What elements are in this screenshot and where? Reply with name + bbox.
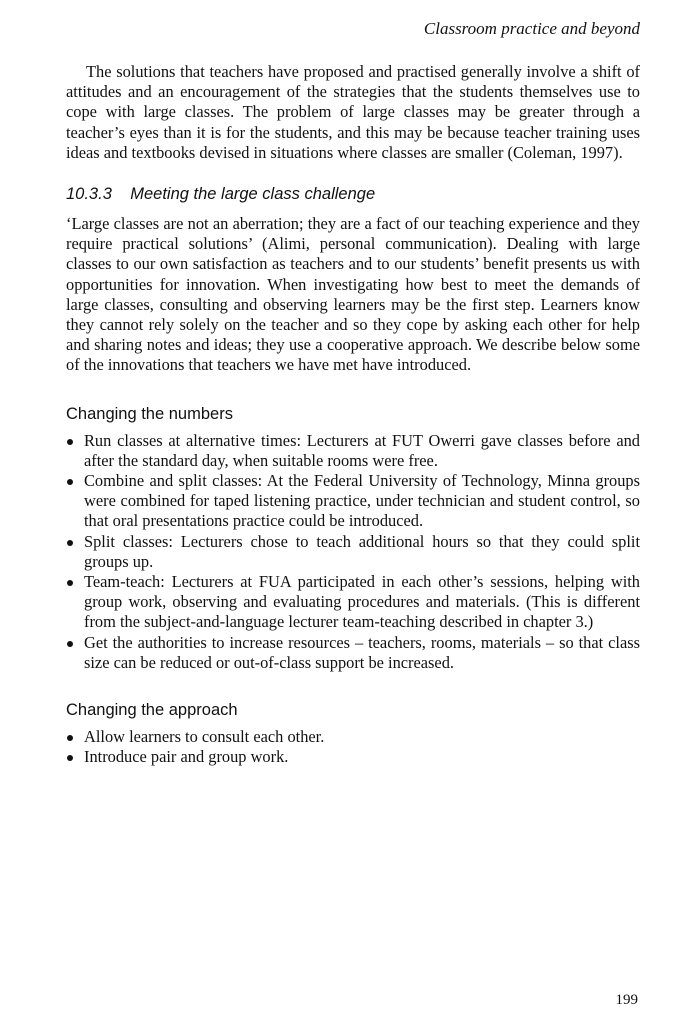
bullet-icon — [67, 479, 73, 485]
list-item: Get the authorities to increase resources – teachers, rooms, materials – so that class size can be reduced or out-of-class support be increased. — [66, 633, 640, 673]
section-heading — [66, 183, 640, 205]
page-number: 199 — [615, 992, 638, 1008]
running-head: Classroom practice and beyond — [423, 19, 640, 38]
bullet-icon — [67, 540, 73, 546]
list-item: Team-teach: Lecturers at FUA participated in each other’s sessions, helping with group work, observing and evaluating procedures and materials. (This is different from the subject-and-language lecturer team-teaching described in chapter 3.) — [66, 572, 640, 633]
bullet-icon — [67, 439, 73, 445]
section-number: 10.3.3 — [66, 185, 112, 204]
intro-paragraph: The solutions that teachers have proposed and practised generally involve a shift of attitudes and an encouragement of the strategies that the students themselves use to cope with large classes. The problem of large classes may be greater through a teacher’s eyes than it is for the students, and this may be because teacher training uses ideas and textbooks devised in situations where classes are smaller (Coleman, 1997). — [66, 62, 640, 162]
list-item: Combine and split classes: At the Federal University of Technology, Minna groups were combined for taped listening practice, under technician and student control, so that oral presentations practice could be introduced. — [66, 471, 640, 532]
list-item: Run classes at alternative times: Lecturers at FUT Owerri gave classes before and after the standard day, when suitable rooms were free. — [66, 431, 640, 471]
page-body — [66, 62, 640, 767]
bullet-icon — [67, 735, 73, 741]
bullet-icon — [67, 755, 73, 761]
changing-numbers-list — [66, 431, 640, 673]
changing-approach-list — [66, 727, 640, 767]
bullet-icon — [67, 580, 73, 586]
list-item: Split classes: Lecturers chose to teach additional hours so that they could split groups up. — [66, 532, 640, 572]
subheading-changing-approach: Changing the approach — [66, 701, 238, 720]
list-item: Allow learners to consult each other. — [66, 727, 640, 747]
subheading-changing-numbers: Changing the numbers — [66, 404, 233, 423]
section-title: Meeting the large class challenge — [130, 185, 376, 204]
bullet-icon — [67, 641, 73, 647]
challenge-paragraph: ‘Large classes are not an aberration; they are a fact of our teaching experience and they require practical solutions’ (Alimi, personal communication). Dealing with large classes to our own satisfaction as teachers and to our students’ benefit presents us with opportunities for innovation. When investigating how best to meet the demands of large classes, consulting and observing learners may be the first step. Learners know they cannot rely solely on the teacher and so they cope by asking each other for help and sharing notes and ideas; they use a cooperative approach. We describe below some of the innovations that teachers we have met have introduced. — [66, 214, 640, 375]
list-item: Introduce pair and group work. — [66, 747, 640, 767]
